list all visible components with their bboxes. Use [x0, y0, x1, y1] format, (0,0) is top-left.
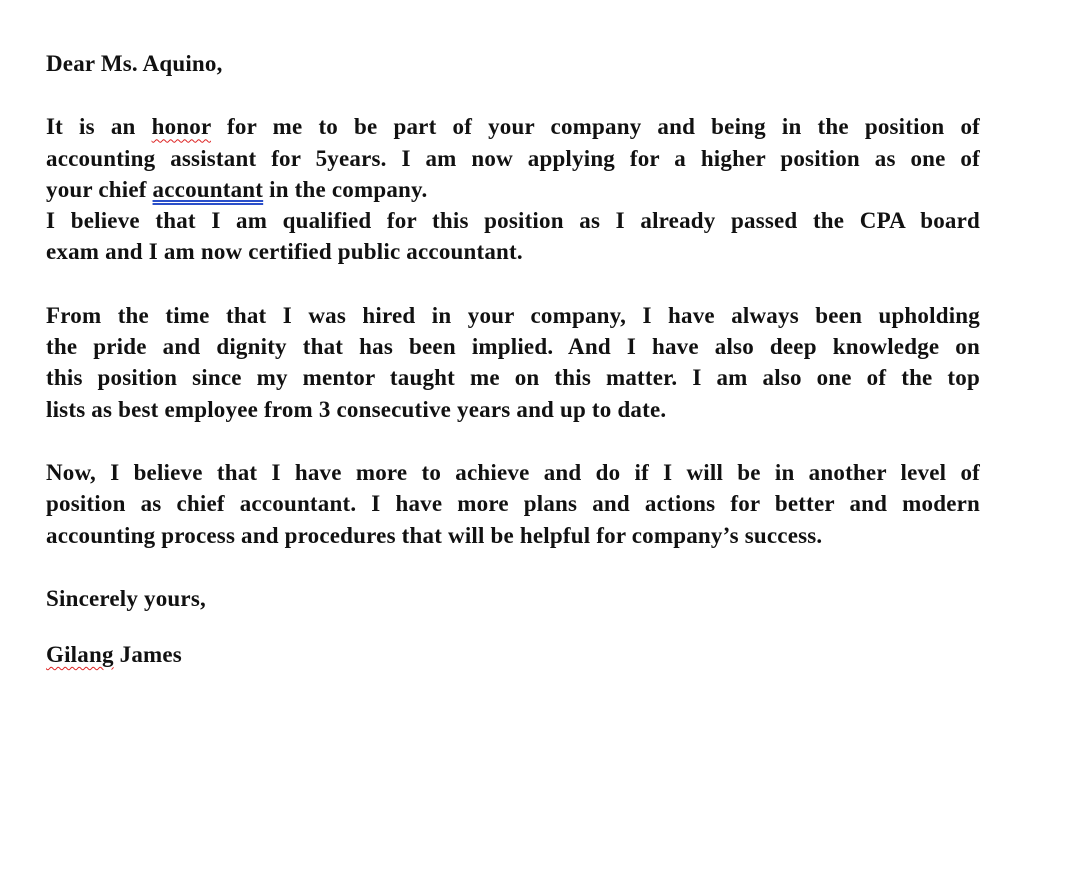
text-line: position as chief accountant. I have more plans and actions for better and modern [46, 491, 980, 517]
text-line: Now, I believe that I have more to achieve and do if I will be in another level of [46, 459, 980, 485]
signature-last-name: James [113, 642, 182, 668]
paragraph-1 [46, 111, 980, 267]
text-line: exam and I am now certified public accountant. [46, 239, 523, 265]
letter-body [46, 48, 980, 670]
text-segment: It is an [46, 114, 152, 140]
text-line: accounting assistant for 5years. I am now applying for a higher position as one of [46, 145, 980, 171]
text-line [46, 174, 980, 205]
text-line [46, 111, 980, 142]
text-segment: your chief [46, 176, 153, 202]
closing: Sincerely yours, [46, 585, 206, 611]
text-segment: for me to be part of your company and being in the position of [210, 114, 981, 140]
text-line: accounting process and procedures that will be helpful for company’s success. [46, 522, 823, 548]
paragraph-2 [46, 300, 980, 425]
text-line: From the time that I was hired in your company, I have always been upholding [46, 302, 980, 328]
text-line: this position since my mentor taught me on this matter. I am also one of the top [46, 365, 980, 391]
text-line: lists as best employee from 3 consecutive years and up to date. [46, 396, 667, 422]
grammar-flag-word: accountant [152, 176, 264, 202]
salutation: Dear Ms. Aquino, [46, 51, 223, 76]
spellcheck-word: honor [151, 114, 211, 140]
paragraph-3 [46, 457, 980, 551]
signature [46, 639, 980, 670]
text-line: I believe that I am qualified for this position as I already passed the CPA board [46, 208, 980, 234]
text-segment: in the company. [263, 176, 428, 202]
signature-first-name: Gilang [46, 642, 114, 668]
text-line: the pride and dignity that has been implied. And I have also deep knowledge on [46, 334, 980, 360]
